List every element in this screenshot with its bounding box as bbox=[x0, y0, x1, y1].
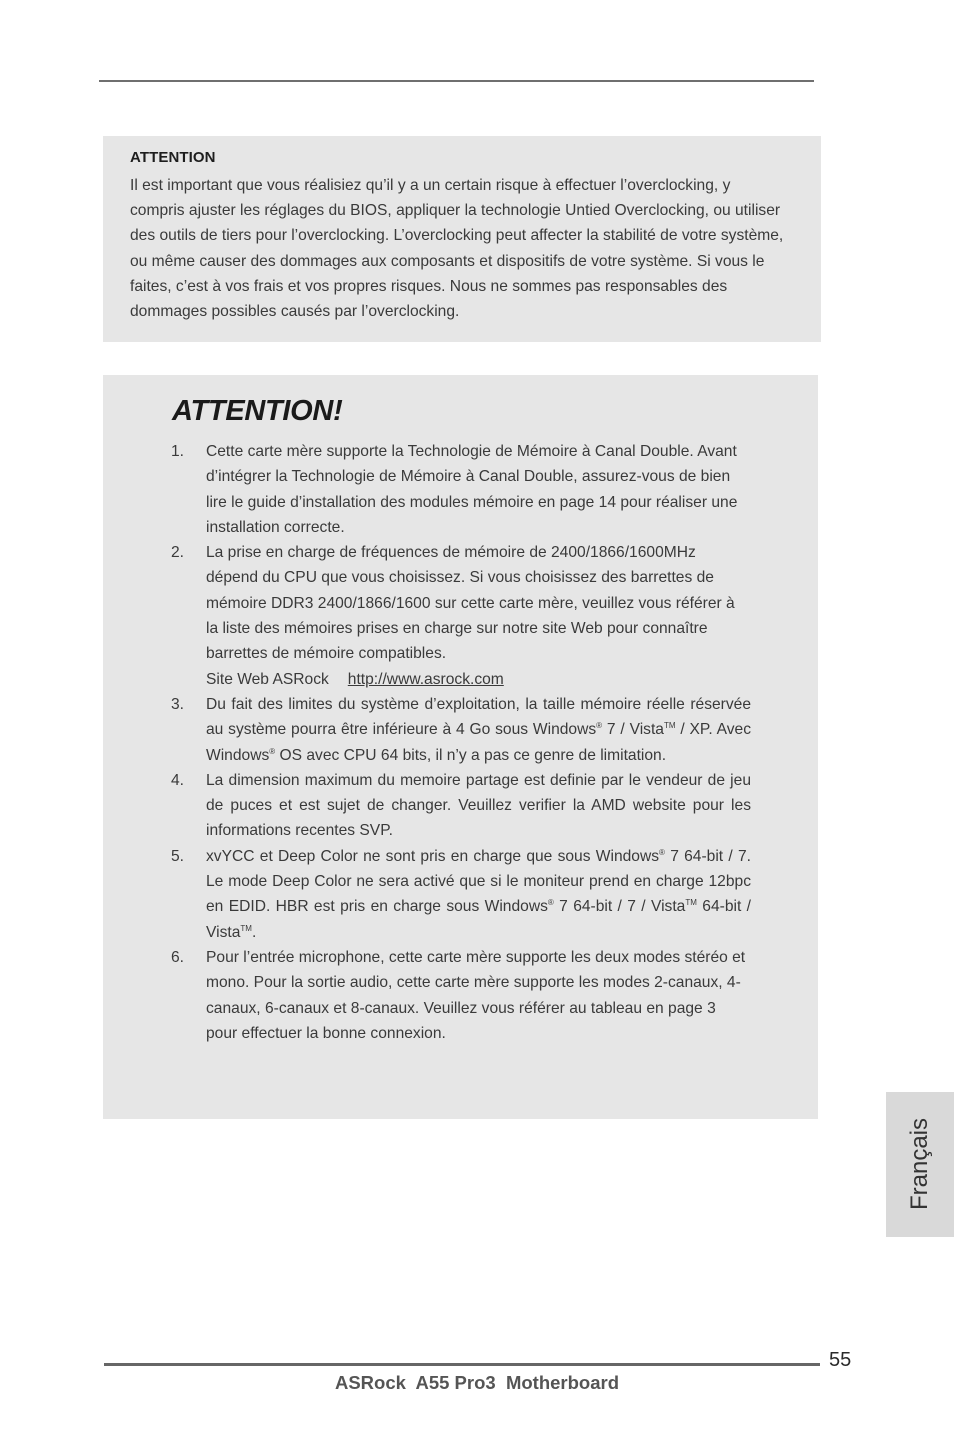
note-text: La dimension maximum du memoire partage est definie par le vendeur de jeu de puces et est sujet de changer. Veuillez verifier la AMD website pour les informations recentes SVP. bbox=[206, 771, 751, 840]
note-item-3 bbox=[171, 692, 751, 768]
page-number: 55 bbox=[829, 1349, 852, 1371]
note-text: Cette carte mère supporte la Technologie de Mémoire à Canal Double. Avant d’intégrer la Technologie de Mémoire à Canal Double, assurez-vous de bien lire le guide d’installation des modules mémoire en page 14 pour réaliser une installation correcte. bbox=[206, 443, 738, 536]
website-label: Site Web ASRock bbox=[206, 670, 329, 688]
note-number: 3. bbox=[171, 695, 185, 713]
note-text: Pour l’entrée microphone, cette carte mère supporte les deux modes stéréo et mono. Pour la sortie audio, cette carte mère supporte les modes 2-canaux, 4-canaux, 6-canaux et 8-canaux. Veuillez vous référer au tableau en page 3 pour effectuer la bonne connexion. bbox=[206, 948, 746, 1042]
note-item-5 bbox=[171, 844, 751, 945]
language-label: Français bbox=[906, 1117, 933, 1211]
note-number: 6. bbox=[171, 948, 185, 966]
note-item-4 bbox=[171, 768, 751, 844]
asrock-website-link[interactable]: http://www.asrock.com bbox=[347, 670, 504, 688]
website-line bbox=[206, 667, 751, 692]
attention-list bbox=[171, 439, 751, 1046]
caution-text: Il est important que vous réalisiez qu’il y a un certain risque à effectuer l’overclocking, y compris ajuster les réglages du BIOS, appliquer la technologie Untied Overclocking, ou utiliser des outils de tiers pour l’overclocking. L’overclocking peut affecter la stabilité de votre système, ou même causer des dommages aux composants et dispositifs de votre système. Si vous le faites, c’est à vos frais et vos propres risques. Nous ne sommes pas responsables des dommages possibles causés par l’overclocking. bbox=[130, 177, 784, 321]
caution-title: ATTENTION bbox=[130, 149, 216, 166]
attention-notes-box bbox=[103, 375, 818, 1119]
note-item-2 bbox=[171, 540, 751, 692]
note-number: 2. bbox=[171, 544, 185, 562]
note-item-6 bbox=[171, 945, 751, 1046]
footer-divider bbox=[104, 1363, 820, 1366]
note-text: Du fait des limites du système d’exploitation, la taille mémoire réelle réservée au système pourra être inférieure à 4 Go sous Windows® 7 / Vista™ / XP. Avec Windows® OS avec CPU 64 bits, il n’y a pas ce genre de limitation. bbox=[206, 695, 751, 764]
note-text: xvYCC et Deep Color ne sont pris en charge que sous Windows® 7 64-bit / 7. Le mode Deep Color ne sera activé que si le moniteur prend en charge 12bpc en EDID. HBR est pris en charge sous Windows® 7 64-bit / 7 / Vista™ 64-bit / Vista™. bbox=[206, 847, 751, 941]
language-side-tab bbox=[886, 1092, 954, 1237]
note-number: 4. bbox=[171, 771, 185, 789]
top-divider bbox=[99, 80, 814, 82]
note-item-1 bbox=[171, 439, 751, 540]
attention-heading: ATTENTION! bbox=[172, 395, 343, 427]
note-text: La prise en charge de fréquences de mémoire de 2400/1866/1600MHz dépend du CPU que vous choisissez. Si vous choisissez des barrettes de mémoire DDR3 2400/1866/1600 sur cette carte mère, veuillez vous référer à la liste des mémoires prises en charge sur notre site Web pour connaître barrettes de mémoire compatibles. bbox=[206, 544, 735, 663]
overclocking-caution-box bbox=[103, 136, 821, 342]
footer-product-title: ASRock A55 Pro3 Motherboard bbox=[334, 1372, 620, 1393]
note-number: 5. bbox=[171, 847, 185, 865]
note-number: 1. bbox=[171, 443, 185, 460]
